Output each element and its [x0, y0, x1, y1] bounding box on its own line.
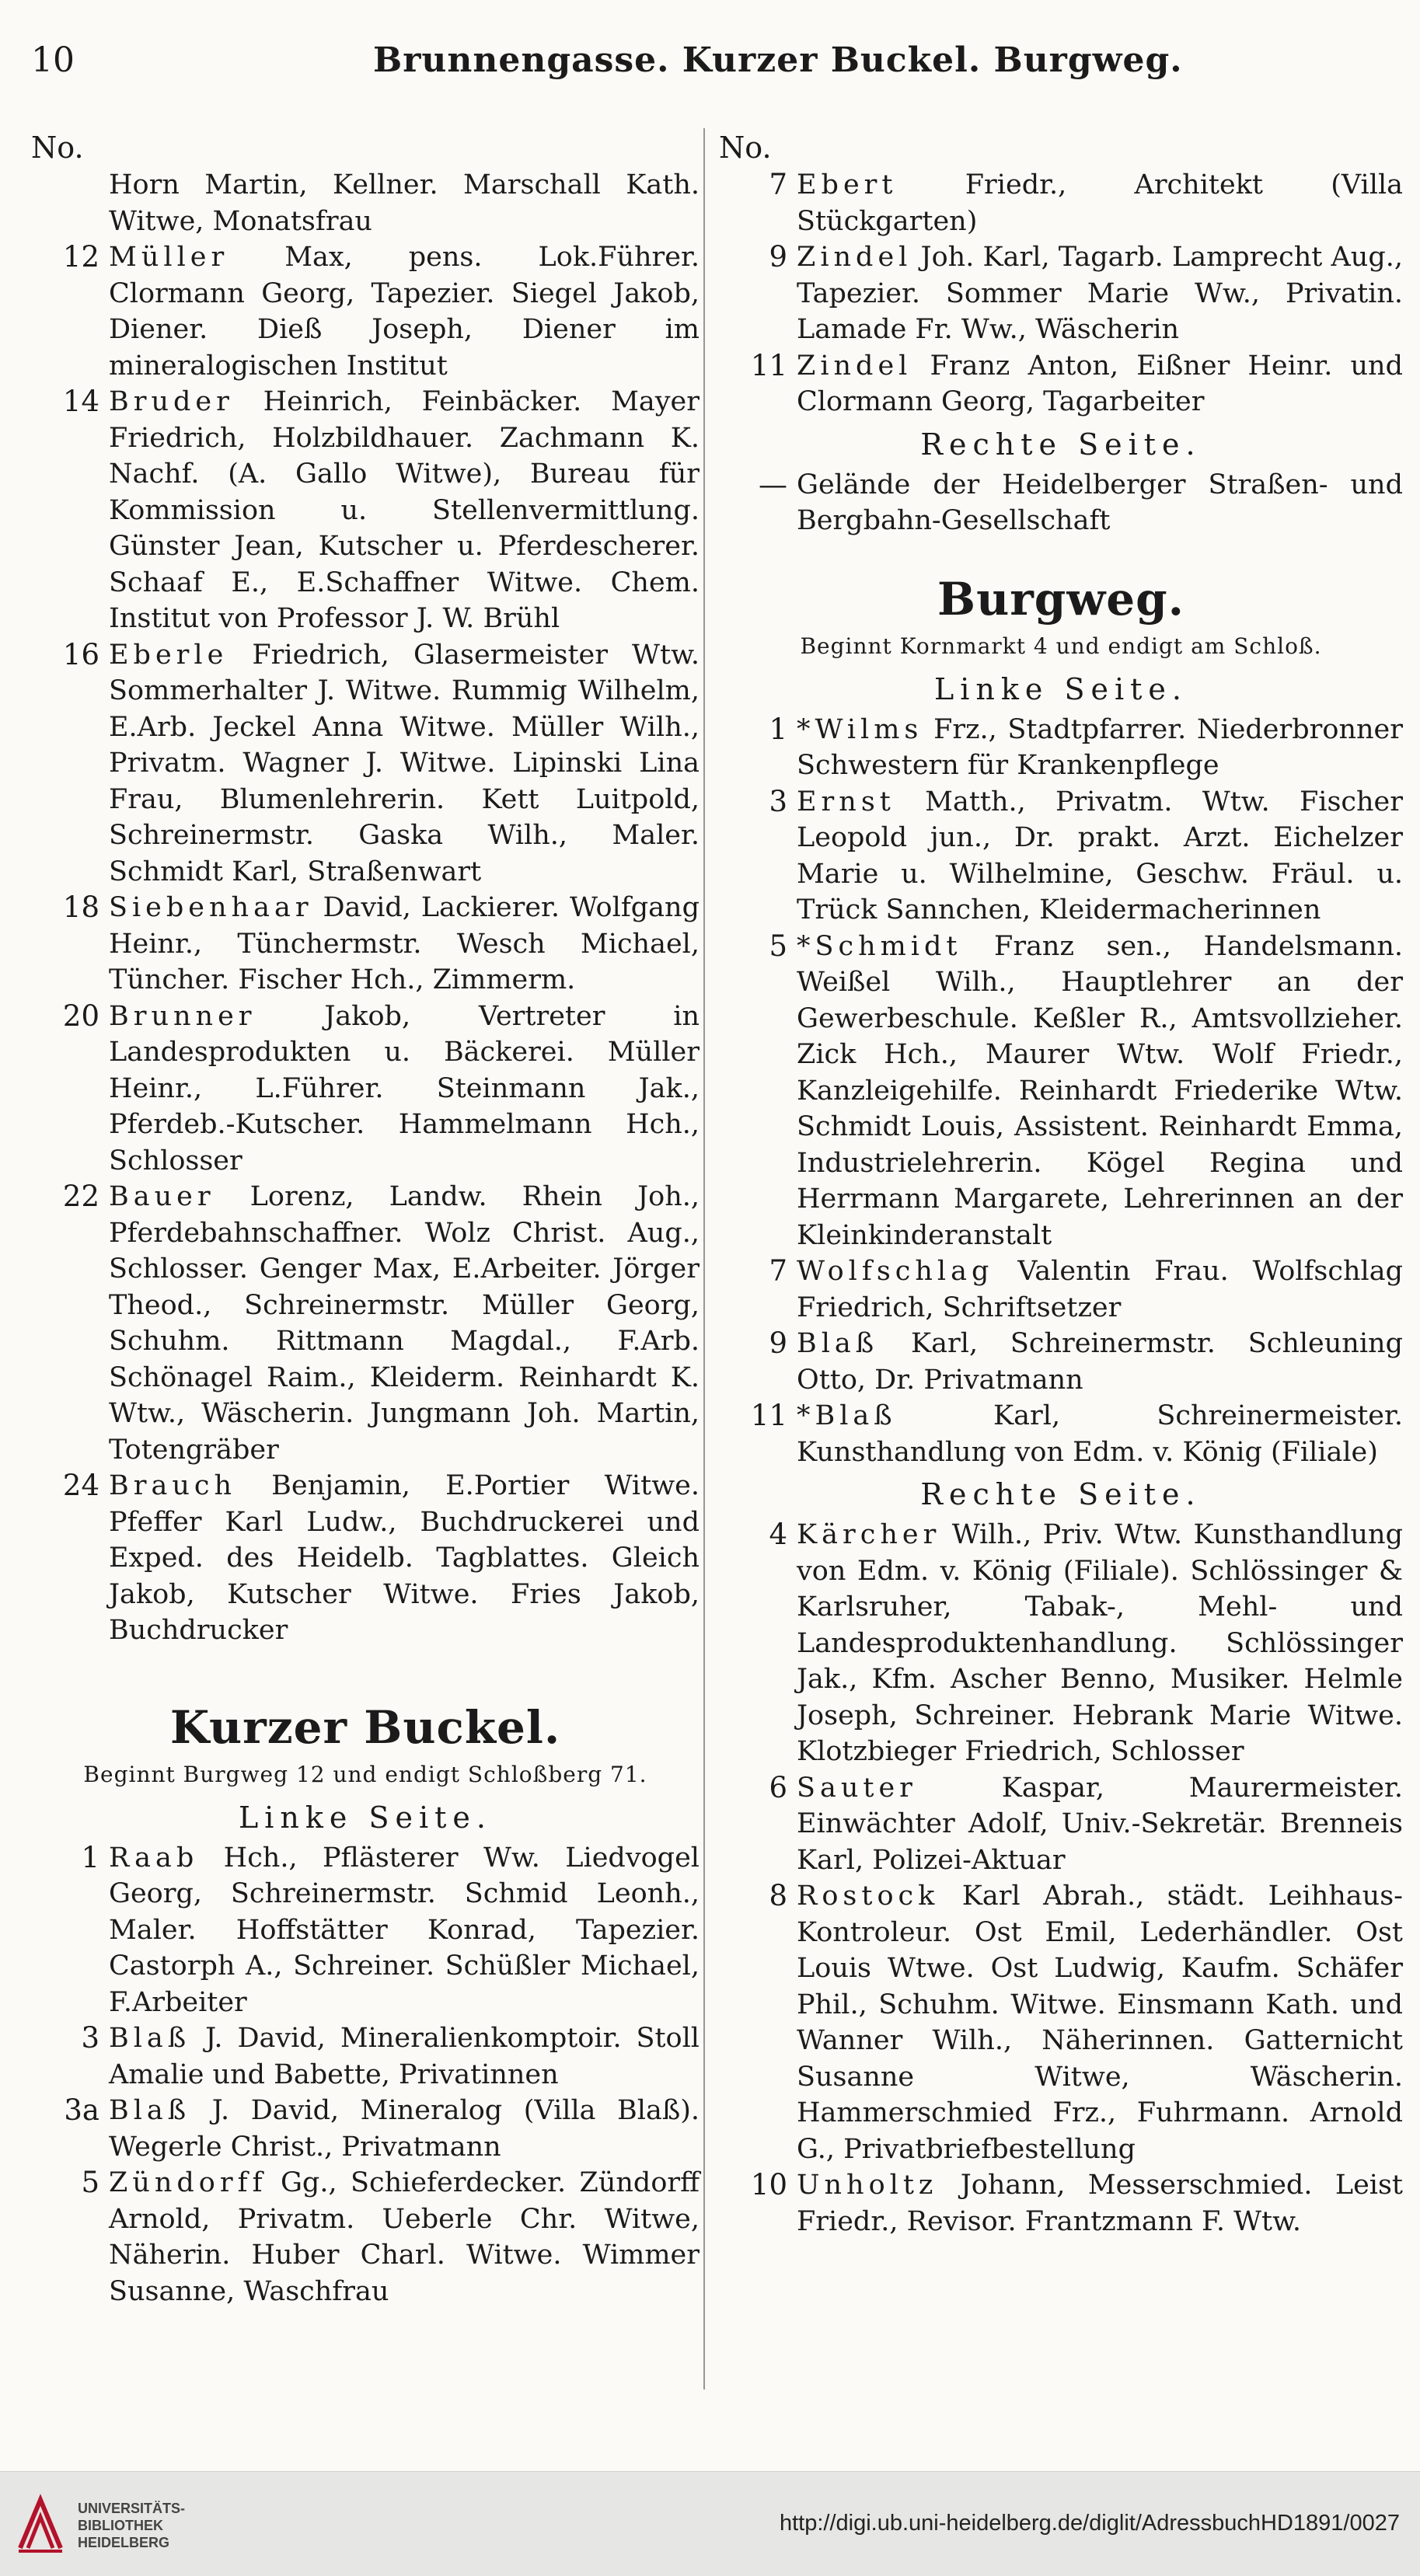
page-number: 10	[31, 40, 75, 80]
entry-text: Wilh., Priv. Wtw. Kunsthandlung von Edm. v. König (Filiale). Schlössinger & Karlsruher, Tabak-, Mehl- und Landesproduktenhandlung. Schlössinger Jak., Kfm. Ascher Benno, Musiker. Helmle Joseph, Schreiner. Hebrank Marie Witwe. Klotzbieger Friedrich, Schlosser	[797, 1519, 1403, 1767]
entry-text: Karl Abrah., städt. Leihhaus-Kontroleur. Ost Emil, Lederhändler. Ost Louis Wtwe. Ost Ludwig, Kaufm. Schäfer Phil., Schuhm. Witwe. Einsmann Kath. und Wanner Wilh., Näherinnen. Gatternicht Susanne Witwe, Wäscherin. Hammerschmied Frz., Fuhrmann. Arnold G., Privatbriefbestellung	[797, 1881, 1403, 2165]
address-entry	[719, 1253, 1403, 1326]
entry-text: Heinrich, Feinbäcker. Mayer Friedrich, Holzbildhauer. Zachmann K. Nachf. (A. Gallo Witwe), Bureau für Kommission u. Stellenvermittlung. Günster Jean, Kutscher u. Pferdescherer. Schaaf E., E.Schaffner Witwe. Chem. Institut von Professor J. W. Brühl	[109, 386, 700, 634]
address-entry	[719, 348, 1403, 420]
house-number: 9	[769, 1326, 787, 1360]
house-number: 3a	[64, 2093, 99, 2127]
house-number: 7	[769, 1254, 787, 1288]
house-number: 7	[769, 168, 787, 201]
entry-text: J. David, Mineralog (Villa Blaß). Wegerle Christ., Privatmann	[109, 2095, 700, 2163]
number-column-label: No.	[719, 131, 772, 165]
address-entry	[719, 1770, 1403, 1879]
address-entry	[719, 1878, 1403, 2167]
house-number: 8	[769, 1879, 787, 1912]
entry-text: Joh. Karl, Tagarb. Lamprecht Aug., Tapezier. Sommer Marie Ww., Privatin. Lamade Fr. Ww., Wäscherin	[797, 242, 1403, 345]
entry-text: Jakob, Vertreter in Landesprodukten u. Bäckerei. Müller Heinr., L.Führer. Steinmann Jak., Pferdeb.-Kutscher. Hammelmann Hch., Schlosser	[109, 1000, 700, 1176]
street-subtitle: Beginnt Kornmarkt 4 und endigt am Schloß.	[800, 633, 1322, 659]
brunnengasse-entries	[31, 239, 700, 1649]
resident-name: Müller	[109, 242, 229, 273]
section-right-side: Rechte Seite.	[920, 1477, 1202, 1511]
address-entry	[31, 637, 700, 891]
entry-text: Friedrich, Glasermeister Wtw. Sommerhalter J. Witwe. Rummig Wilhelm, E.Arb. Jeckel Anna Witwe. Müller Wilh., Privatm. Wagner J. Witwe. Lipinski Lina Frau, Blumenlehrerin. Kett Luitpold, Schreinermstr. Gaska Wilh., Maler. Schmidt Karl, Straßenwart	[109, 639, 700, 887]
house-number: 11	[750, 348, 787, 382]
page-header	[31, 40, 1368, 95]
resident-name: *Schmidt	[797, 930, 962, 962]
library-logo-icon	[16, 2494, 65, 2554]
address-entry	[31, 1840, 700, 2021]
house-number: 16	[62, 637, 99, 671]
house-number: 14	[62, 385, 99, 418]
house-number: 9	[769, 240, 787, 274]
resident-name: Zindel	[797, 242, 912, 273]
left-column	[31, 128, 700, 2309]
library-name	[78, 2500, 185, 2551]
entry-text: J. David, Mineralienkomptoir. Stoll Amalie und Babette, Privatinnen	[109, 2023, 700, 2090]
house-number: 22	[62, 1180, 99, 1213]
address-entry	[31, 239, 700, 384]
burgweg-right-entries	[719, 1517, 1403, 2240]
resident-name: Ebert	[797, 169, 898, 200]
library-name-line: UNIVERSITÄTS-	[78, 2501, 186, 2516]
resident-name: Eberle	[109, 639, 229, 671]
viewer-footer	[0, 2471, 1420, 2576]
burgweg-left-entries	[719, 712, 1403, 1471]
column-divider	[703, 128, 705, 2390]
street-heading-burgweg: Burgweg.	[937, 572, 1184, 626]
resident-name: Blaß	[797, 1328, 879, 1359]
entry-text: Kaspar, Maurermeister. Einwächter Adolf, Univ.-Sekretär. Brenneis Karl, Polizei-Aktuar	[797, 1772, 1403, 1876]
resident-name: Blaß	[109, 2095, 191, 2126]
entry-text: Friedr., Architekt (Villa Stückgarten)	[797, 169, 1403, 237]
house-number: 24	[62, 1469, 99, 1502]
street-subtitle: Beginnt Burgweg 12 und endigt Schloßberg 71.	[83, 1761, 647, 1787]
entry-text: Karl, Schreinermstr. Schleuning Otto, Dr. Privatmann	[797, 1328, 1403, 1396]
library-name-line: BIBLIOTHEK	[78, 2518, 163, 2533]
entry-text: Benjamin, E.Portier Witwe. Pfeffer Karl Ludw., Buchdruckerei und Exped. des Heidelb. Tagblattes. Gleich Jakob, Kutscher Witwe. Fries Jakob, Buchdrucker	[109, 1470, 700, 1646]
house-number: 3	[81, 2021, 99, 2055]
house-number: 6	[769, 1770, 787, 1804]
resident-name: Zündorff	[109, 2167, 267, 2198]
section-left-side: Linke Seite.	[934, 671, 1188, 706]
address-entry	[719, 239, 1403, 348]
entry-text: Lorenz, Landw. Rhein Joh., Pferdebahnschaffner. Wolz Christ. Aug., Schlosser. Genger Max, E.Arbeiter. Jörger Theod., Schreinermstr. Müller Georg, Schuhm. Rittmann Magdal., F.Arb. Schönagel Raim., Kleiderm. Reinhardt K. Wtw., Wäscherin. Jungmann Joh. Martin, Totengräber	[109, 1181, 700, 1466]
house-number: 3	[769, 784, 787, 818]
address-entry	[31, 384, 700, 637]
house-number: 18	[62, 891, 99, 924]
library-name-line: HEIDELBERG	[78, 2535, 170, 2550]
address-entry	[719, 167, 1403, 239]
page-title: Brunnengasse. Kurzer Buckel. Burgweg.	[373, 40, 1183, 80]
number-column-label: No.	[31, 131, 84, 165]
entry-text: Matth., Privatm. Wtw. Fischer Leopold jun., Dr. prakt. Arzt. Eichelzer Marie u. Wilhelmine, Geschw. Fräul. u. Trück Sannchen, Kleidermacherinnen	[797, 786, 1403, 925]
brunnengasse-entries-cont	[719, 167, 1403, 420]
entry-text: David, Lackierer. Wolfgang Heinr., Tünchermstr. Wesch Michael, Tüncher. Fischer Hch., Zimmerm.	[109, 892, 700, 995]
address-entry	[719, 1398, 1403, 1470]
entry-text: Franz sen., Handelsmann. Weißel Wilh., Hauptlehrer an der Gewerbeschule. Keßler R., Amtsvollzieher. Zick Hch., Maurer Wtw. Wolf Friedr., Kanzleigehilfe. Reinhardt Friederike Wtw. Schmidt Louis, Assistent. Reinhardt Emma, Industrielehrerin. Kögel Regina und Herrmann Margarete, Lehrerinnen an der Kleinkinderanstalt	[797, 930, 1403, 1251]
address-entry	[719, 2167, 1403, 2240]
address-entry	[719, 1326, 1403, 1398]
house-number: 12	[62, 240, 99, 274]
continuation-entry: Horn Martin, Kellner. Marschall Kath. Witwe, Monatsfrau	[109, 169, 700, 237]
resident-name: Siebenhaar	[109, 892, 313, 923]
address-entry	[719, 929, 1403, 1254]
resident-name: Kärcher	[797, 1519, 941, 1550]
address-entry	[31, 999, 700, 1180]
entry-text: Valentin Frau. Wolfschlag Friedrich, Schriftsetzer	[797, 1256, 1403, 1323]
address-entry	[719, 712, 1403, 784]
source-url-link[interactable]: http://digi.ub.uni-heidelberg.de/diglit/AdressbuchHD1891/0027	[779, 2511, 1400, 2536]
entry-text: Franz Anton, Eißner Heinr. und Clormann Georg, Tagarbeiter	[797, 350, 1403, 417]
resident-name: Raab	[109, 1842, 199, 1874]
entry-text: Johann, Messerschmied. Leist Friedr., Revisor. Frantzmann F. Wtw.	[797, 2170, 1403, 2237]
address-entry	[31, 2165, 700, 2309]
section-left-side: Linke Seite.	[239, 1800, 492, 1835]
house-number: —	[759, 467, 787, 501]
resident-name: Brunner	[109, 1000, 256, 1032]
brunnengasse-right-entries	[719, 467, 1403, 539]
house-number: 10	[750, 2168, 787, 2201]
resident-name: Unholtz	[797, 2170, 938, 2201]
resident-name: *Wilms	[797, 713, 923, 745]
address-entry	[31, 1179, 700, 1468]
resident-name: Rostock	[797, 1881, 940, 1912]
resident-name: Zindel	[797, 350, 912, 382]
resident-name: Brauch	[109, 1470, 237, 1501]
entry-text: Karl, Schreinermeister. Kunsthandlung von Edm. v. König (Filiale)	[797, 1400, 1403, 1468]
address-entry	[31, 1468, 700, 1649]
entry-text: Gg., Schieferdecker. Zündorff Arnold, Privatm. Ueberle Chr. Witwe, Näherin. Huber Charl. Witwe. Wimmer Susanne, Waschfrau	[109, 2167, 700, 2307]
section-right-side: Rechte Seite.	[920, 427, 1202, 462]
address-entry	[719, 1517, 1403, 1770]
address-entry	[719, 784, 1403, 929]
address-entry	[719, 467, 1403, 539]
address-entry	[31, 2020, 700, 2093]
house-number: 5	[81, 2166, 99, 2199]
entry-text: Gelände der Heidelberger Straßen- und Bergbahn-Gesellschaft	[797, 469, 1403, 536]
entry-text: Frz., Stadtpfarrer. Niederbronner Schwestern für Krankenpflege	[797, 713, 1403, 781]
entry-text: Hch., Pflästerer Ww. Liedvogel Georg, Schreinermstr. Schmid Leonh., Maler. Hoffstätter Konrad, Tapezier. Castorph A., Schreiner. Schüßler Michael, F.Arbeiter	[109, 1842, 700, 2018]
resident-name: Sauter	[797, 1772, 917, 1804]
address-entry	[31, 890, 700, 999]
kurzer-buckel-entries	[31, 1840, 700, 2310]
street-heading-kurzer-buckel: Kurzer Buckel.	[169, 1700, 561, 1754]
resident-name: Bruder	[109, 386, 234, 417]
address-entry	[31, 2093, 700, 2165]
resident-name: Ernst	[797, 786, 895, 817]
house-number: 5	[769, 929, 787, 963]
house-number: 4	[769, 1518, 787, 1551]
house-number: 11	[750, 1399, 787, 1432]
house-number: 1	[81, 1840, 99, 1874]
entry-text: Max, pens. Lok.Führer. Clormann Georg, Tapezier. Siegel Jakob, Diener. Dieß Joseph, Diener im mineralogischen Institut	[109, 242, 700, 382]
right-column	[719, 128, 1403, 2240]
house-number: 1	[769, 712, 787, 746]
house-number: 20	[62, 999, 99, 1033]
resident-name: Blaß	[109, 2023, 191, 2054]
resident-name: Wolfschlag	[797, 1256, 994, 1287]
resident-name: Bauer	[109, 1181, 215, 1212]
resident-name: *Blaß	[797, 1400, 897, 1431]
